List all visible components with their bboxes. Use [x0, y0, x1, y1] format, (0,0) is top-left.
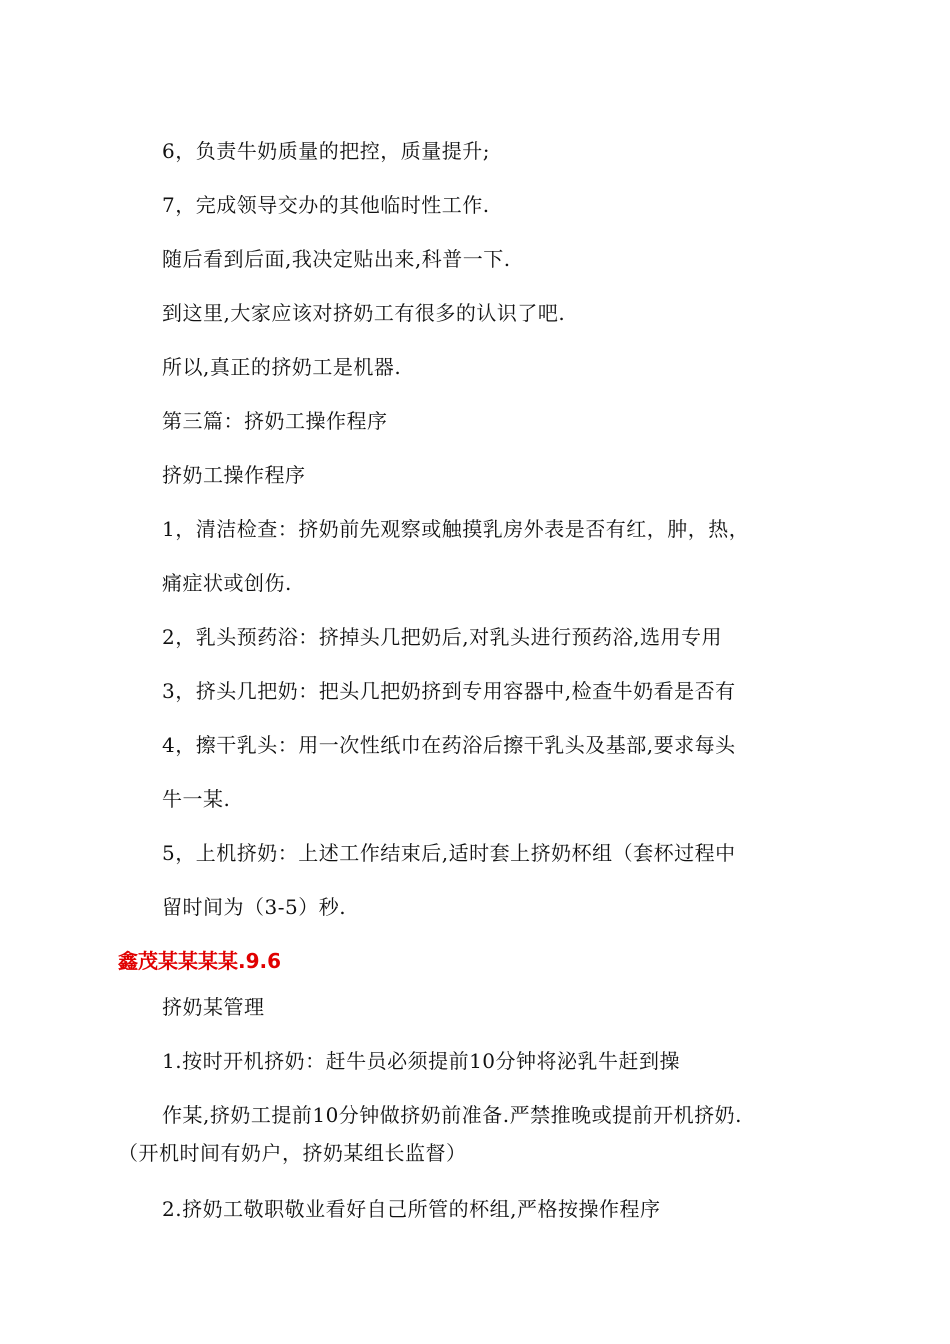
text-line: 3，挤头几把奶：把头几把奶挤到专用容器中,检查牛奶看是否有 — [162, 679, 736, 703]
section-title: 第三篇：挤奶工操作程序 — [162, 409, 388, 433]
text-line: 2，乳头预药浴：挤掉头几把奶后,对乳头进行预药浴,选用专用 — [162, 625, 722, 649]
text-line: 作某,挤奶工提前10分钟做挤奶前准备.严禁推晚或提前开机挤奶. — [162, 1103, 743, 1127]
red-heading: 鑫茂某某某某.9.6 — [118, 949, 282, 973]
text-line: 6，负责牛奶质量的把控，质量提升; — [162, 139, 490, 163]
text-line: 4，擦干乳头：用一次性纸巾在药浴后擦干乳头及基部,要求每头 — [162, 733, 736, 757]
text-line: 留时间为（3-5）秒. — [162, 895, 347, 919]
text-line: 5，上机挤奶：上述工作结束后,适时套上挤奶杯组（套杯过程中 — [162, 841, 736, 865]
text-line: 所以,真正的挤奶工是机器. — [162, 355, 402, 379]
subsection-title: 挤奶某管理 — [162, 995, 265, 1019]
text-line: 1.按时开机挤奶：赶牛员必须提前10分钟将泌乳牛赶到操 — [162, 1049, 681, 1073]
text-line: 痛症状或创伤. — [162, 571, 292, 595]
text-line: 1，清洁检查：挤奶前先观察或触摸乳房外表是否有红，肿，热， — [162, 517, 750, 541]
text-line: 随后看到后面,我决定贴出来,科普一下. — [162, 247, 511, 271]
text-line: 7，完成领导交办的其他临时性工作. — [162, 193, 490, 217]
text-line: 2.挤奶工敬职敬业看好自己所管的杯组,严格按操作程序 — [162, 1197, 661, 1221]
text-line: 到这里,大家应该对挤奶工有很多的认识了吧. — [162, 301, 566, 325]
text-line: 牛一某. — [162, 787, 231, 811]
text-line: （开机时间有奶户，挤奶某组长监督） — [118, 1141, 467, 1165]
subsection-title: 挤奶工操作程序 — [162, 463, 306, 487]
